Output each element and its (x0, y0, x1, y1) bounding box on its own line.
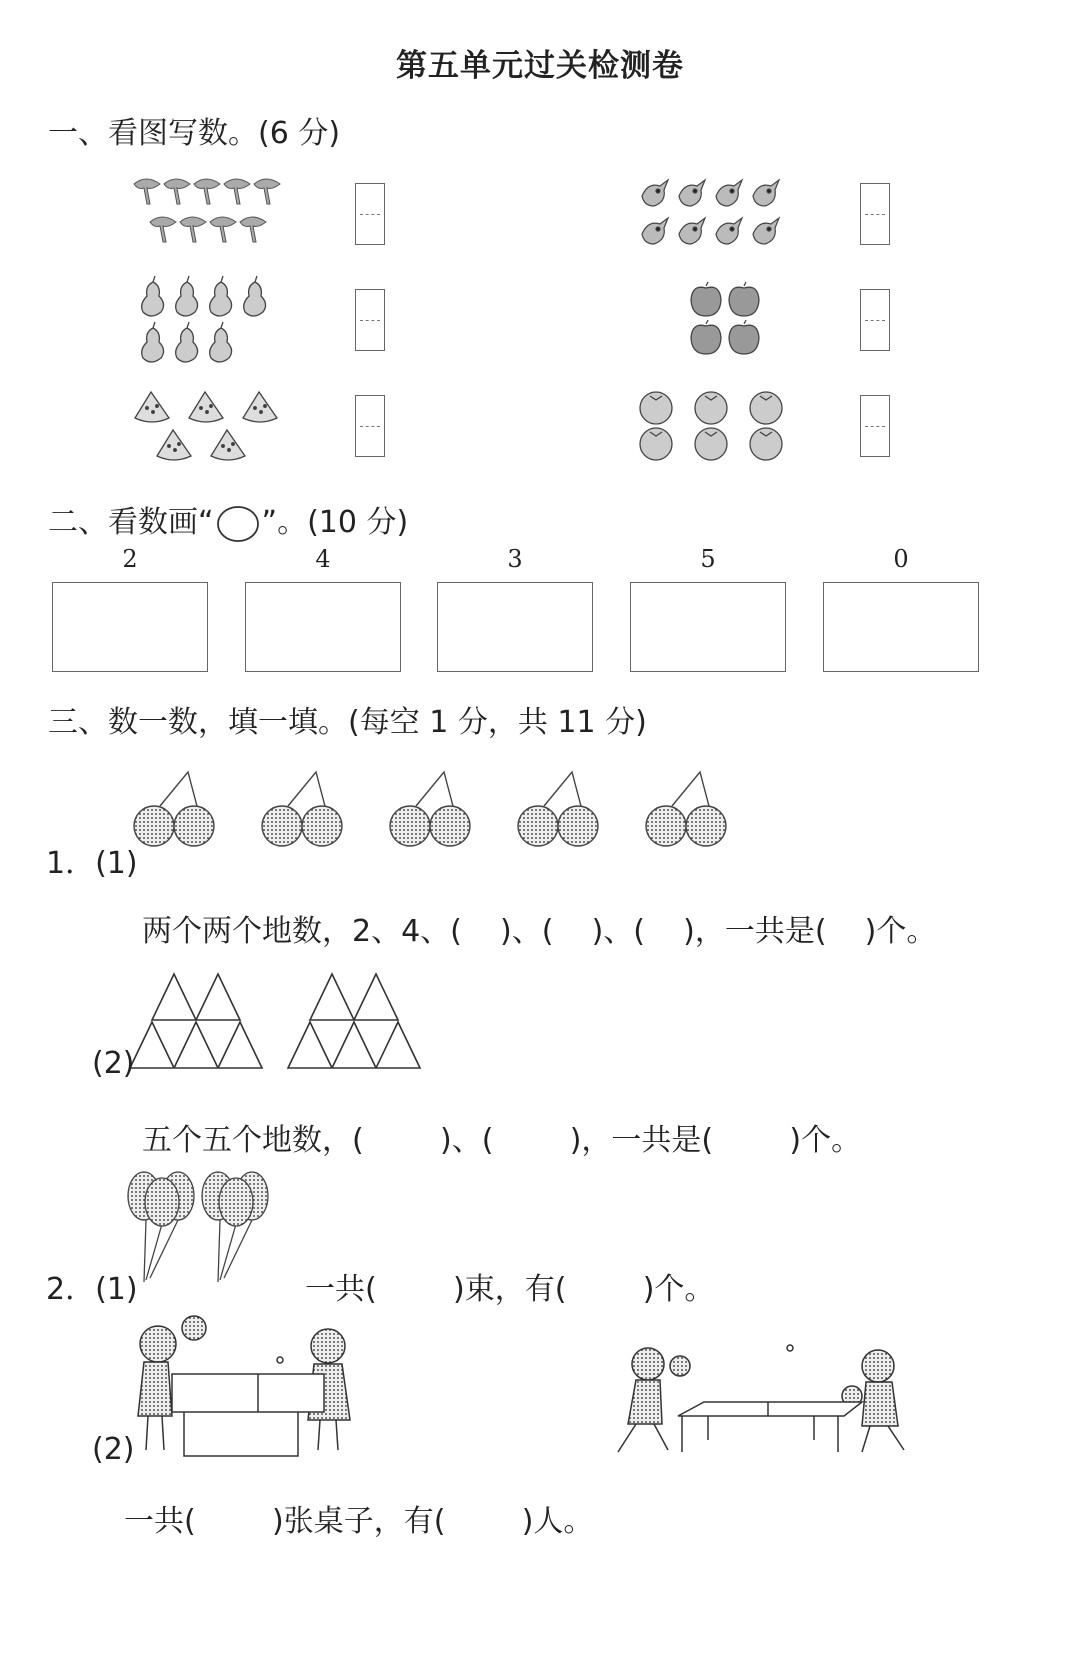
draw-number: 5 (700, 545, 716, 573)
question-2-label: 2．(1) (46, 1272, 138, 1307)
tomato-icon (638, 390, 788, 462)
answer-box-tomato[interactable] (860, 395, 890, 457)
cherry-icon (130, 768, 730, 853)
draw-number: 3 (507, 545, 523, 573)
answer-box-apple[interactable] (860, 289, 890, 351)
draw-box[interactable] (245, 582, 401, 672)
draw-number: 2 (122, 545, 138, 573)
section-2-heading-suffix: ”。(10 分) (261, 505, 409, 540)
question-2b-label: (2) (92, 1432, 135, 1467)
question-1-label: 1．(1) (46, 846, 138, 881)
draw-box[interactable] (437, 582, 593, 672)
answer-box-pear[interactable] (355, 289, 385, 351)
apple-icon (688, 282, 768, 358)
question-1b-label: (2) (92, 1046, 135, 1081)
question-1-line: 两个两个地数，2、4、( )、( )、( )，一共是( )个。 (142, 914, 937, 949)
section-3-heading: 三、数一数，填一填。(每空 1 分，共 11 分) (48, 705, 647, 740)
draw-box[interactable] (630, 582, 786, 672)
page-title: 第五单元过关检测卷 (396, 48, 684, 84)
answer-box-watermelon[interactable] (355, 395, 385, 457)
section-2-heading-text: 二、看数画“ (48, 505, 214, 540)
section-1-heading: 一、看图写数。(6 分) (48, 116, 341, 151)
draw-number: 0 (893, 545, 909, 573)
watermelon-slice-icon (133, 388, 283, 464)
question-2-line: 一共( )束，有( )个。 (305, 1272, 715, 1307)
answer-box-bird[interactable] (860, 183, 890, 245)
triangle-icon (128, 972, 428, 1072)
ping-pong-scene-icon (128, 1316, 363, 1461)
circle-icon (214, 504, 262, 544)
balloon-icon (126, 1170, 276, 1288)
ping-pong-scene-icon (608, 1340, 923, 1460)
bird-icon (638, 178, 788, 250)
pear-icon (137, 276, 277, 366)
draw-box[interactable] (823, 582, 979, 672)
draw-number: 4 (315, 545, 331, 573)
question-2b-line: 一共( )张桌子，有( )人。 (124, 1504, 594, 1539)
answer-box-ginkgo[interactable] (355, 183, 385, 245)
section-2-heading (48, 497, 408, 544)
draw-box[interactable] (52, 582, 208, 672)
ginkgo-leaf-icon (132, 176, 287, 256)
question-1b-line: 五个五个地数，( )、( )，一共是( )个。 (142, 1123, 862, 1158)
